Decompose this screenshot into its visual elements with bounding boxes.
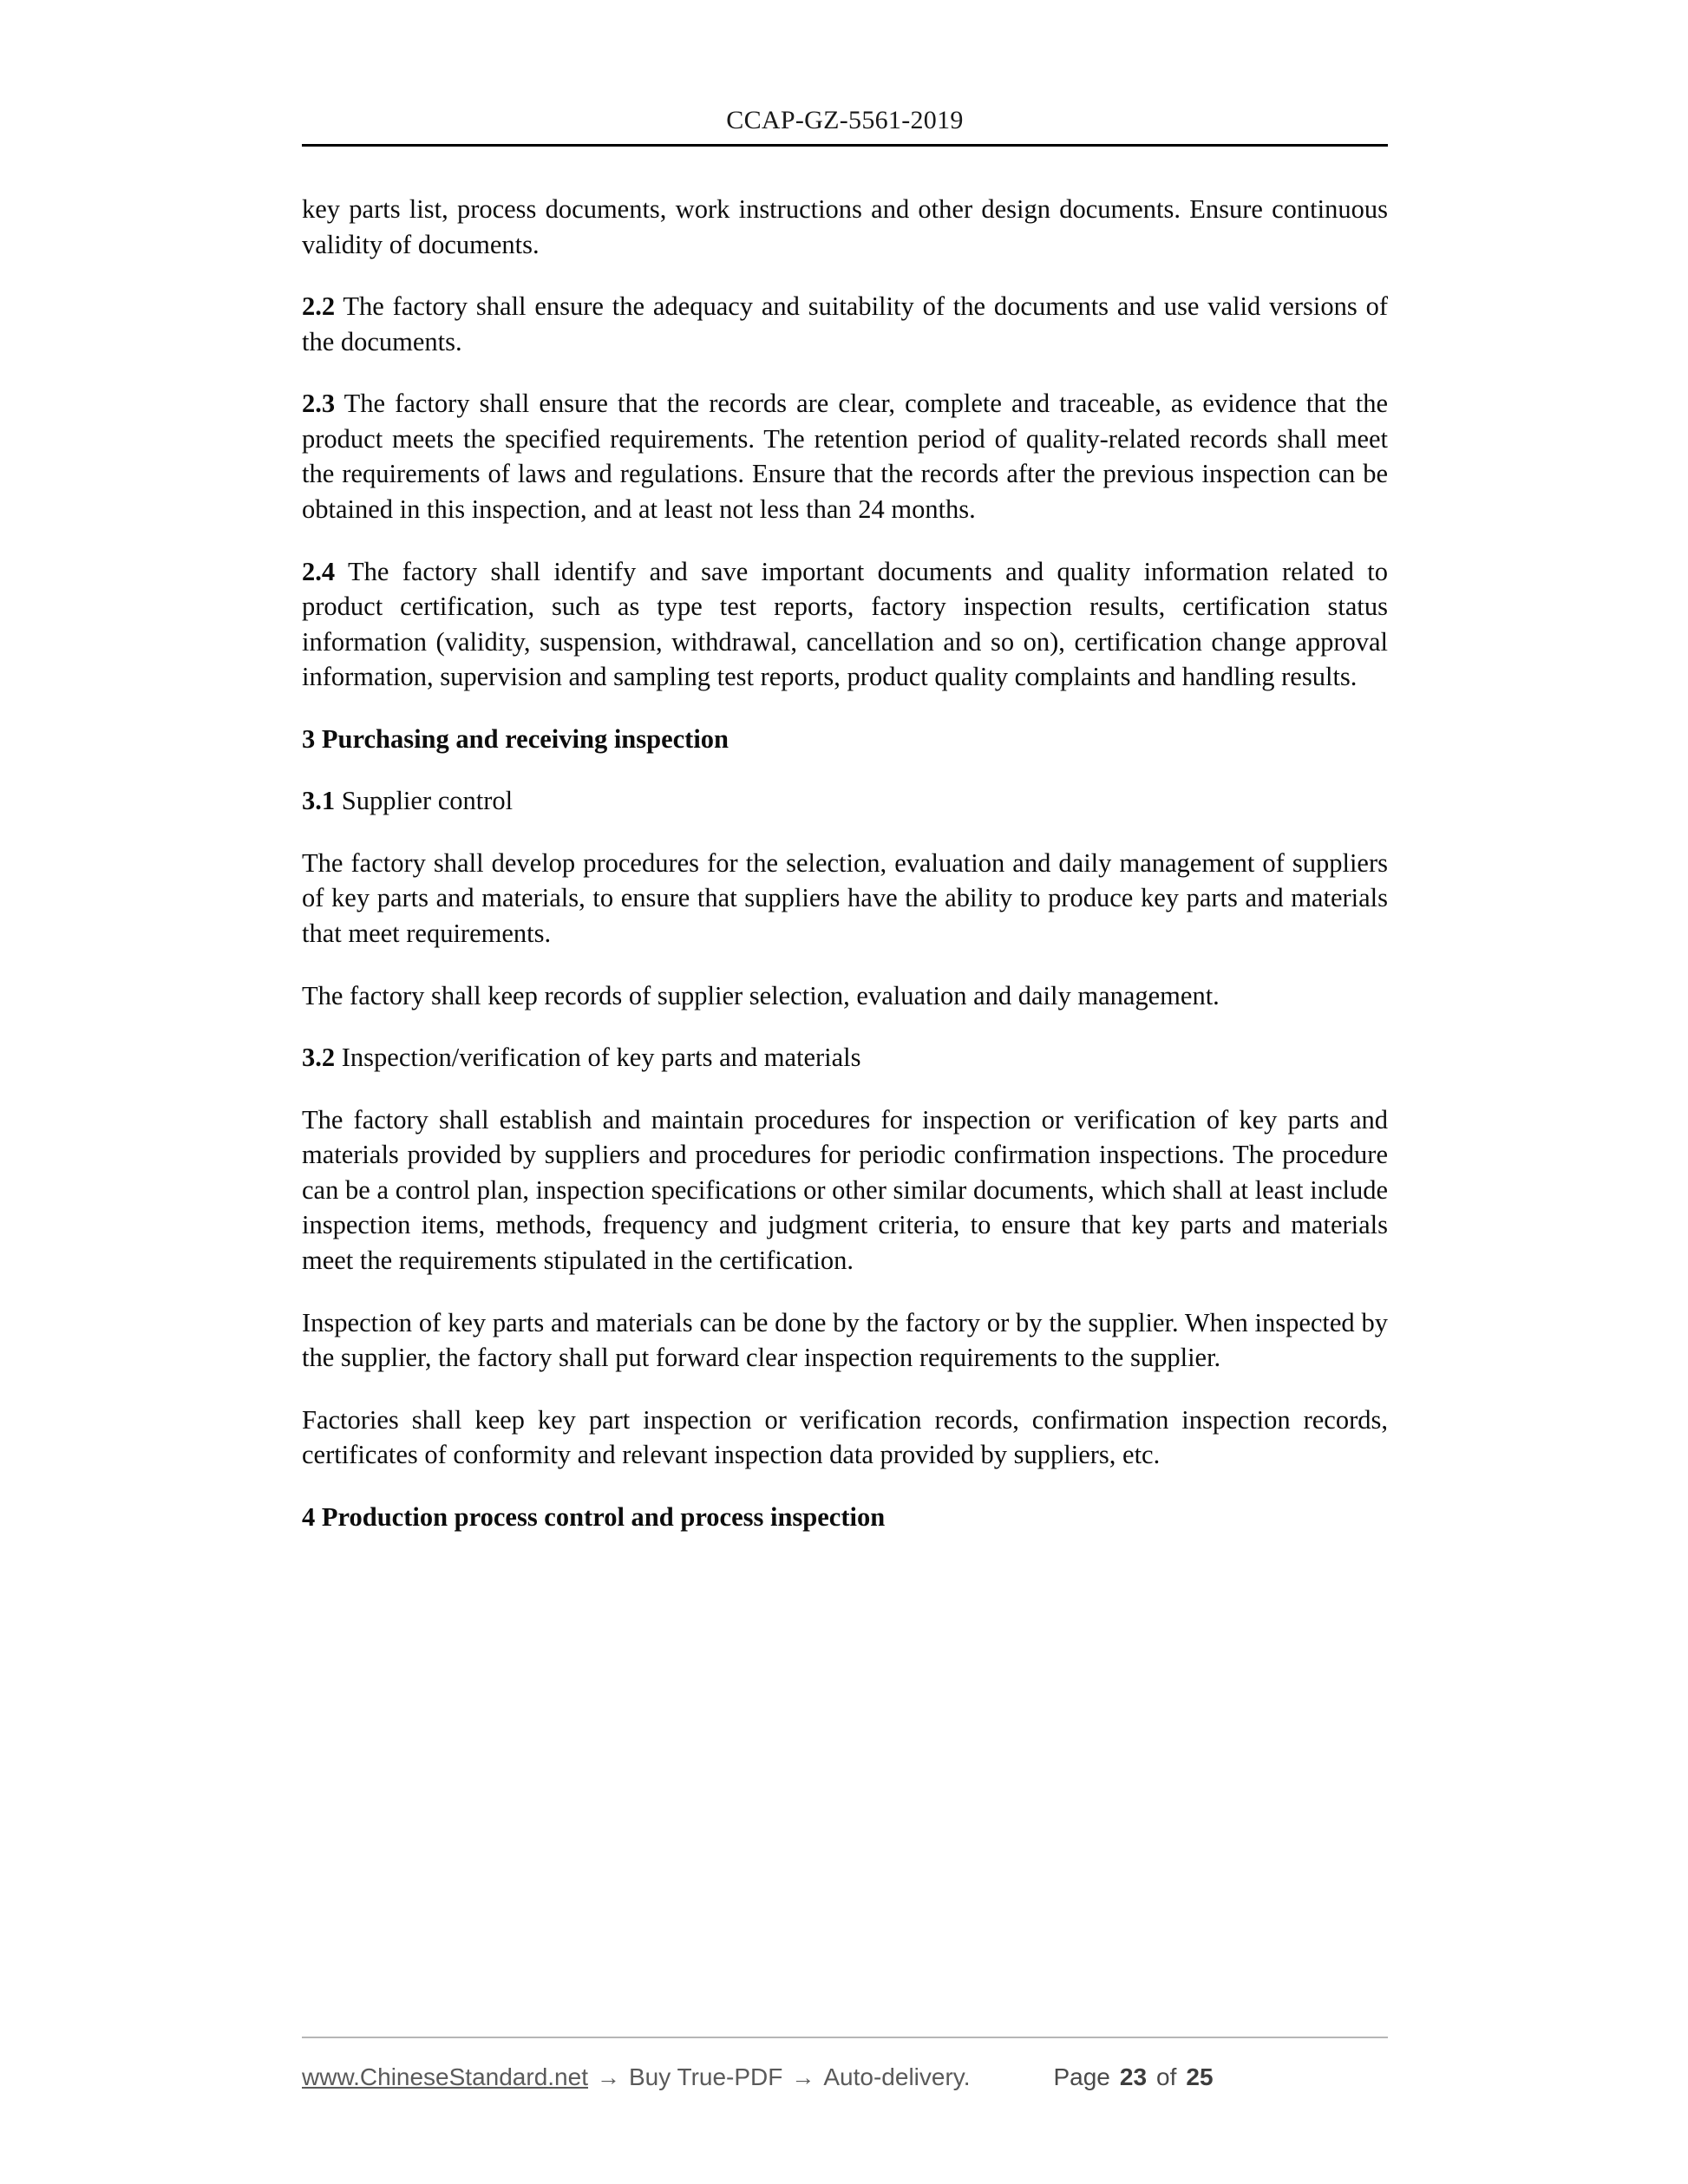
section-heading	[302, 722, 1388, 757]
numbered-paragraph	[302, 783, 1388, 819]
of-label: of	[1156, 2063, 1177, 2090]
clause-number: 3.1	[302, 786, 336, 816]
page-indicator	[1053, 2063, 1213, 2091]
buy-true-pdf-text: Buy True-PDF	[628, 2063, 783, 2090]
document-body	[302, 154, 1388, 1534]
paragraph	[302, 1102, 1388, 1278]
numbered-paragraph	[302, 386, 1388, 526]
paragraph	[302, 978, 1388, 1014]
section-heading-text: 3 Purchasing and receiving inspection	[302, 723, 730, 754]
paragraph-text: The factory shall establish and maintain procedures for inspection or verification of key parts and materials provided by suppliers and procedures for periodic confirmation inspections. The procedure can be a control plan, inspection specifications or other similar documents, which shall at least include inspection items, methods, frequency and judgment criteria, to ensure that key parts and materials meet the requirements stipulated in the certification.	[302, 1104, 1388, 1275]
paragraph	[302, 192, 1388, 262]
header-divider	[302, 144, 1388, 147]
paragraph	[302, 1305, 1388, 1376]
clause-number: 3.2	[302, 1043, 336, 1073]
paragraph	[302, 1403, 1388, 1473]
page-header	[302, 0, 1388, 147]
footer-promo	[302, 2063, 970, 2091]
arrow-right-icon: →	[596, 2064, 620, 2090]
paragraph-text: Inspection/verification of key parts and materials	[341, 1043, 861, 1073]
auto-delivery-text: Auto-delivery.	[823, 2063, 971, 2090]
current-page-number: 23	[1119, 2063, 1148, 2090]
numbered-paragraph	[302, 554, 1388, 695]
clause-number: 2.3	[302, 389, 336, 419]
page-content-frame	[302, 0, 1388, 2184]
clause-number: 2.2	[302, 291, 336, 322]
paragraph-text: The factory shall ensure that the records are clear, complete and traceable, as evidence that the product meets the specified requirements. The retention period of quality-related records shall meet the requirements of laws and regulations. Ensure that the records after the previous inspection can be obtained in this inspection, and at least not less than 24 months.	[302, 389, 1388, 524]
paragraph-text: The factory shall develop procedures for the selection, evaluation and daily management of suppliers of key parts and materials, to ensure that suppliers have the ability to produce key parts and materials that meet requirements.	[302, 847, 1388, 948]
footer-divider	[302, 2037, 1388, 2038]
section-heading	[302, 1500, 1388, 1535]
section-heading-text: 4 Production process control and process inspection	[302, 1501, 886, 1532]
paragraph	[302, 846, 1388, 951]
page-footer	[302, 2037, 1388, 2091]
numbered-paragraph	[302, 1040, 1388, 1076]
paragraph-text: The factory shall keep records of supplier selection, evaluation and daily management.	[302, 980, 1220, 1010]
page-label: Page	[1053, 2063, 1110, 2090]
document-code-title: CCAP-GZ-5561-2019	[726, 106, 964, 134]
chinesestandard-link[interactable]: www.ChineseStandard.net	[302, 2063, 588, 2090]
total-page-number: 25	[1186, 2063, 1214, 2090]
paragraph-text: The factory shall ensure the adequacy and suitability of the documents and use valid versions of the documents.	[302, 291, 1388, 356]
numbered-paragraph	[302, 289, 1388, 359]
arrow-right-icon-2: →	[791, 2064, 815, 2090]
paragraph-text: Factories shall keep key part inspection or verification records, confirmation inspection records, certificates of conformity and relevant inspection data provided by suppliers, etc.	[302, 1404, 1388, 1470]
paragraph-text: Inspection of key parts and materials can be done by the factory or by the supplier. When inspected by the supplier, the factory shall put forward clear inspection requirements to the supplier.	[302, 1307, 1388, 1373]
paragraph-text: Supplier control	[341, 786, 514, 816]
clause-number: 2.4	[302, 556, 336, 586]
paragraph-text: key parts list, process documents, work instructions and other design documents. Ensure continuous validity of documents.	[302, 194, 1388, 259]
paragraph-text: The factory shall identify and save important documents and quality information related to product certification, such as type test reports, factory inspection results, certification status information (validity, suspension, withdrawal, cancellation and so on), certification change approval information, supervision and sampling test reports, product quality complaints and handling results.	[302, 556, 1388, 692]
footer-row	[302, 2063, 1388, 2091]
